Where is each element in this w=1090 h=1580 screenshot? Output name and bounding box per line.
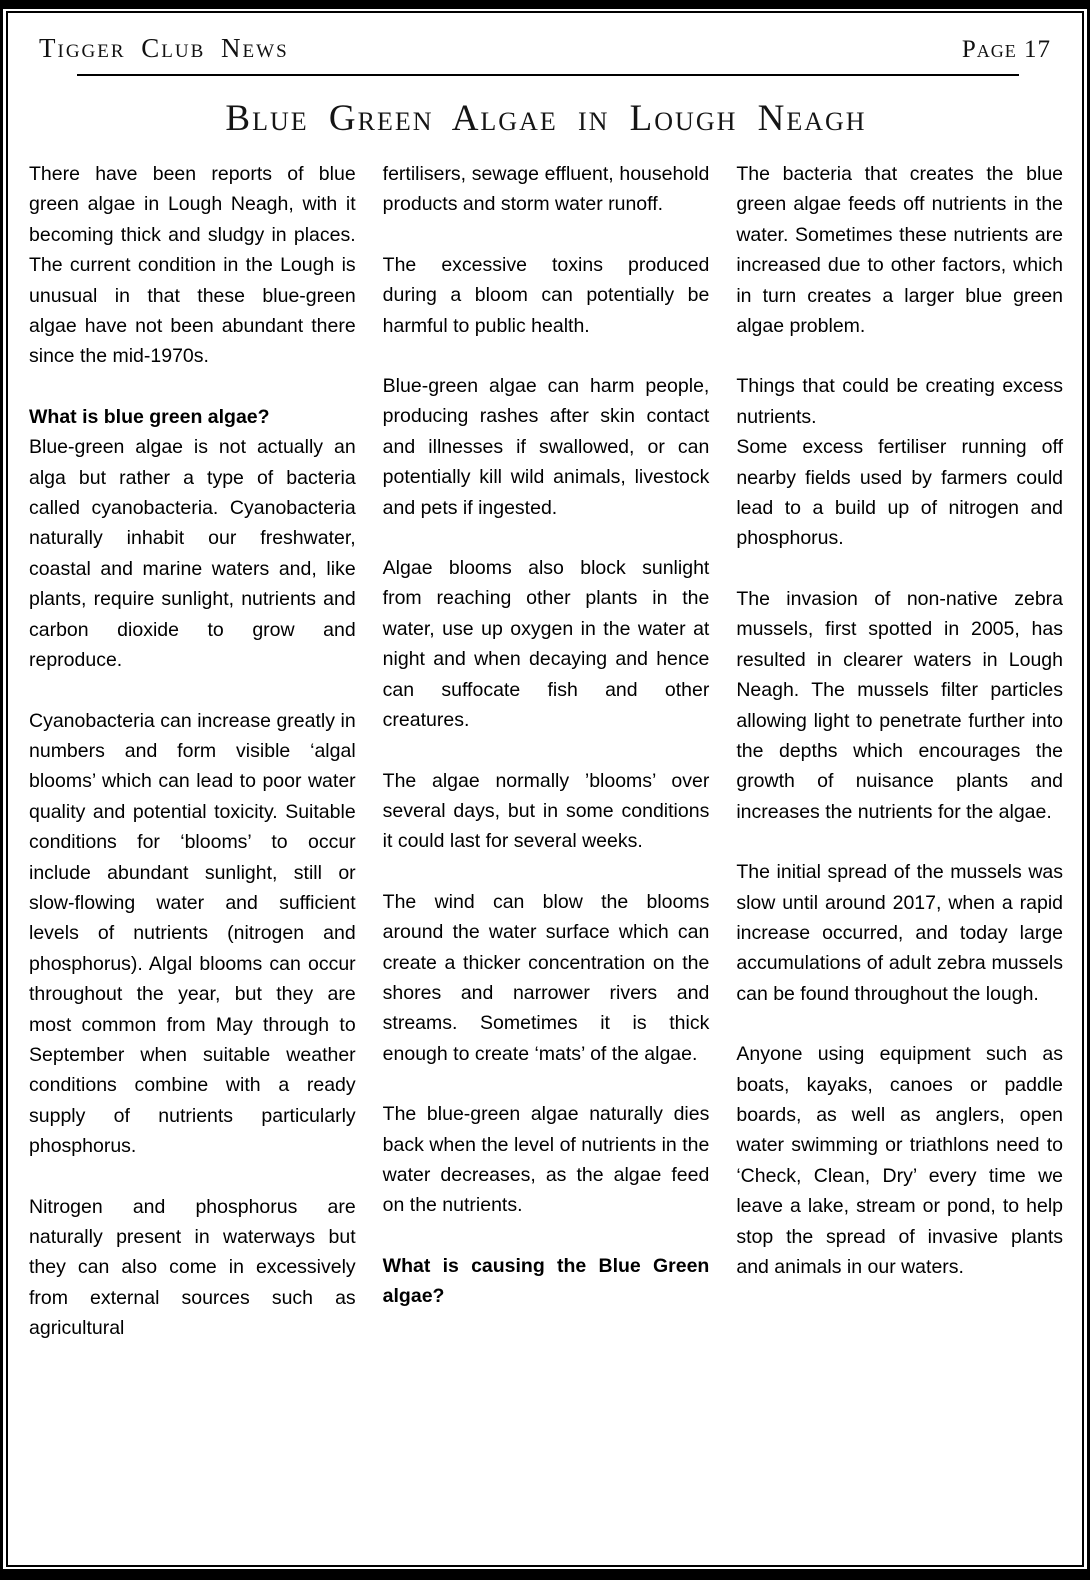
header-divider: [77, 74, 1019, 76]
paragraph-cyanobacteria: Blue-green algae is not actually an alga but rather a type of bacteria called cyanobacteria. Cyanobacteria naturally inhabit our freshwater, coastal and marine waters and, like plants, require sunlight, nutrients and carbon dioxide to grow and reproduce.: [29, 436, 356, 672]
newsletter-name: Tigger Club News: [39, 33, 289, 63]
paragraph-mussel-spread: The initial spread of the mussels was slow until around 2017, when a rapid increase occurred, and today large accumulations of adult zebra mussels can be found throughout the lough.: [736, 861, 1064, 1005]
paragraph-dies-back: The blue-green algae naturally dies back when the level of nutrients in the water decreases, as the algae feed on the nutrients.: [382, 1103, 710, 1217]
column-2: [383, 159, 710, 1374]
paragraph-fertilisers: fertilisers, sewage effluent, household products and storm water runoff.: [382, 163, 710, 216]
page-header: [29, 25, 1063, 64]
paragraph-harm: Blue-green algae can harm people, producing rashes after skin contact and illnesses if swallowed, or can potentially kill wild animals, livestock and pets if ingested.: [382, 375, 710, 519]
paragraph-intro: There have been reports of blue green algae in Lough Neagh, with it becoming thick and sludgy in places. The current condition in the Lough is unusual in that these blue-green algae have not been abundant there since the mid-1970s.: [29, 163, 356, 368]
paragraph-nitrogen-phosphorus: Nitrogen and phosphorus are naturally present in waterways but they can also come in excessively from external sources such as agricultural: [29, 1195, 356, 1340]
article-title: Blue Green Algae in Lough Neagh: [225, 98, 867, 139]
section-heading-causing: What is causing the Blue Green algae?: [382, 1254, 710, 1308]
page-number: Page 17: [961, 36, 1051, 63]
article-columns: [29, 159, 1063, 1374]
paragraph-wind: The wind can blow the blooms around the water surface which can create a thicker concentration on the shores and narrower rivers and streams. Sometimes it is thick enough to create ‘mats’ of the algae.: [382, 890, 710, 1065]
paragraph-zebra-mussels: The invasion of non-native zebra mussels, first spotted in 2005, has resulted in clearer waters in Lough Neagh. The mussels filter particles allowing light to penetrate further into the depths which encourages the growth of nuisance plants and increases the nutrients for the algae.: [736, 587, 1064, 823]
paragraph-toxins: The excessive toxins produced during a bloom can potentially be harmful to public health.: [382, 253, 710, 337]
paragraph-bacteria-feeds: The bacteria that creates the blue green algae feeds off nutrients in the water. Sometimes these nutrients are increased due to other factors, which in turn creates a larger blue green algae problem.: [736, 163, 1064, 338]
paragraph-check-clean-dry: Anyone using equipment such as boats, kayaks, canoes or paddle boards, as well as anglers, open water swimming or triathlons need to ‘Check, Clean, Dry’ every time we leave a lake, stream or pond, to help stop the spread of invasive plants and animals in our waters.: [736, 1043, 1064, 1278]
paragraph-bloom-duration: The algae normally ’blooms’ over several days, but in some conditions it could last for several weeks.: [382, 769, 710, 853]
column-3: [736, 159, 1063, 1374]
page-content: [3, 9, 1087, 1569]
column-1: [29, 159, 356, 1374]
section-heading-what-is: What is blue green algae?: [29, 405, 270, 428]
paragraph-block-sunlight: Algae blooms also block sunlight from reaching other plants in the water, use up oxygen in the water at night and when decaying and hence can suffocate fish and other creatures.: [382, 557, 710, 732]
paragraph-fertiliser-runoff: Some excess fertiliser running off nearby fields used by farmers could lead to a build up of nitrogen and phosphorus.: [736, 436, 1064, 550]
paragraph-blooms: Cyanobacteria can increase greatly in numbers and form visible ‘algal blooms’ which can lead to poor water quality and potential toxicity. Suitable conditions for ‘blooms’ to occur include abundant sunlight, still or slow-flowing water and sufficient levels of nutrients (nitrogen and phosphorus). Algal blooms can occur throughout the year, but they are most common from May through to September when suitable weather conditions combine with a ready supply of nutrients particularly phosphorus.: [29, 709, 356, 1158]
paragraph-excess-nutrients-lead: Things that could be creating excess nutrients.: [736, 375, 1064, 428]
